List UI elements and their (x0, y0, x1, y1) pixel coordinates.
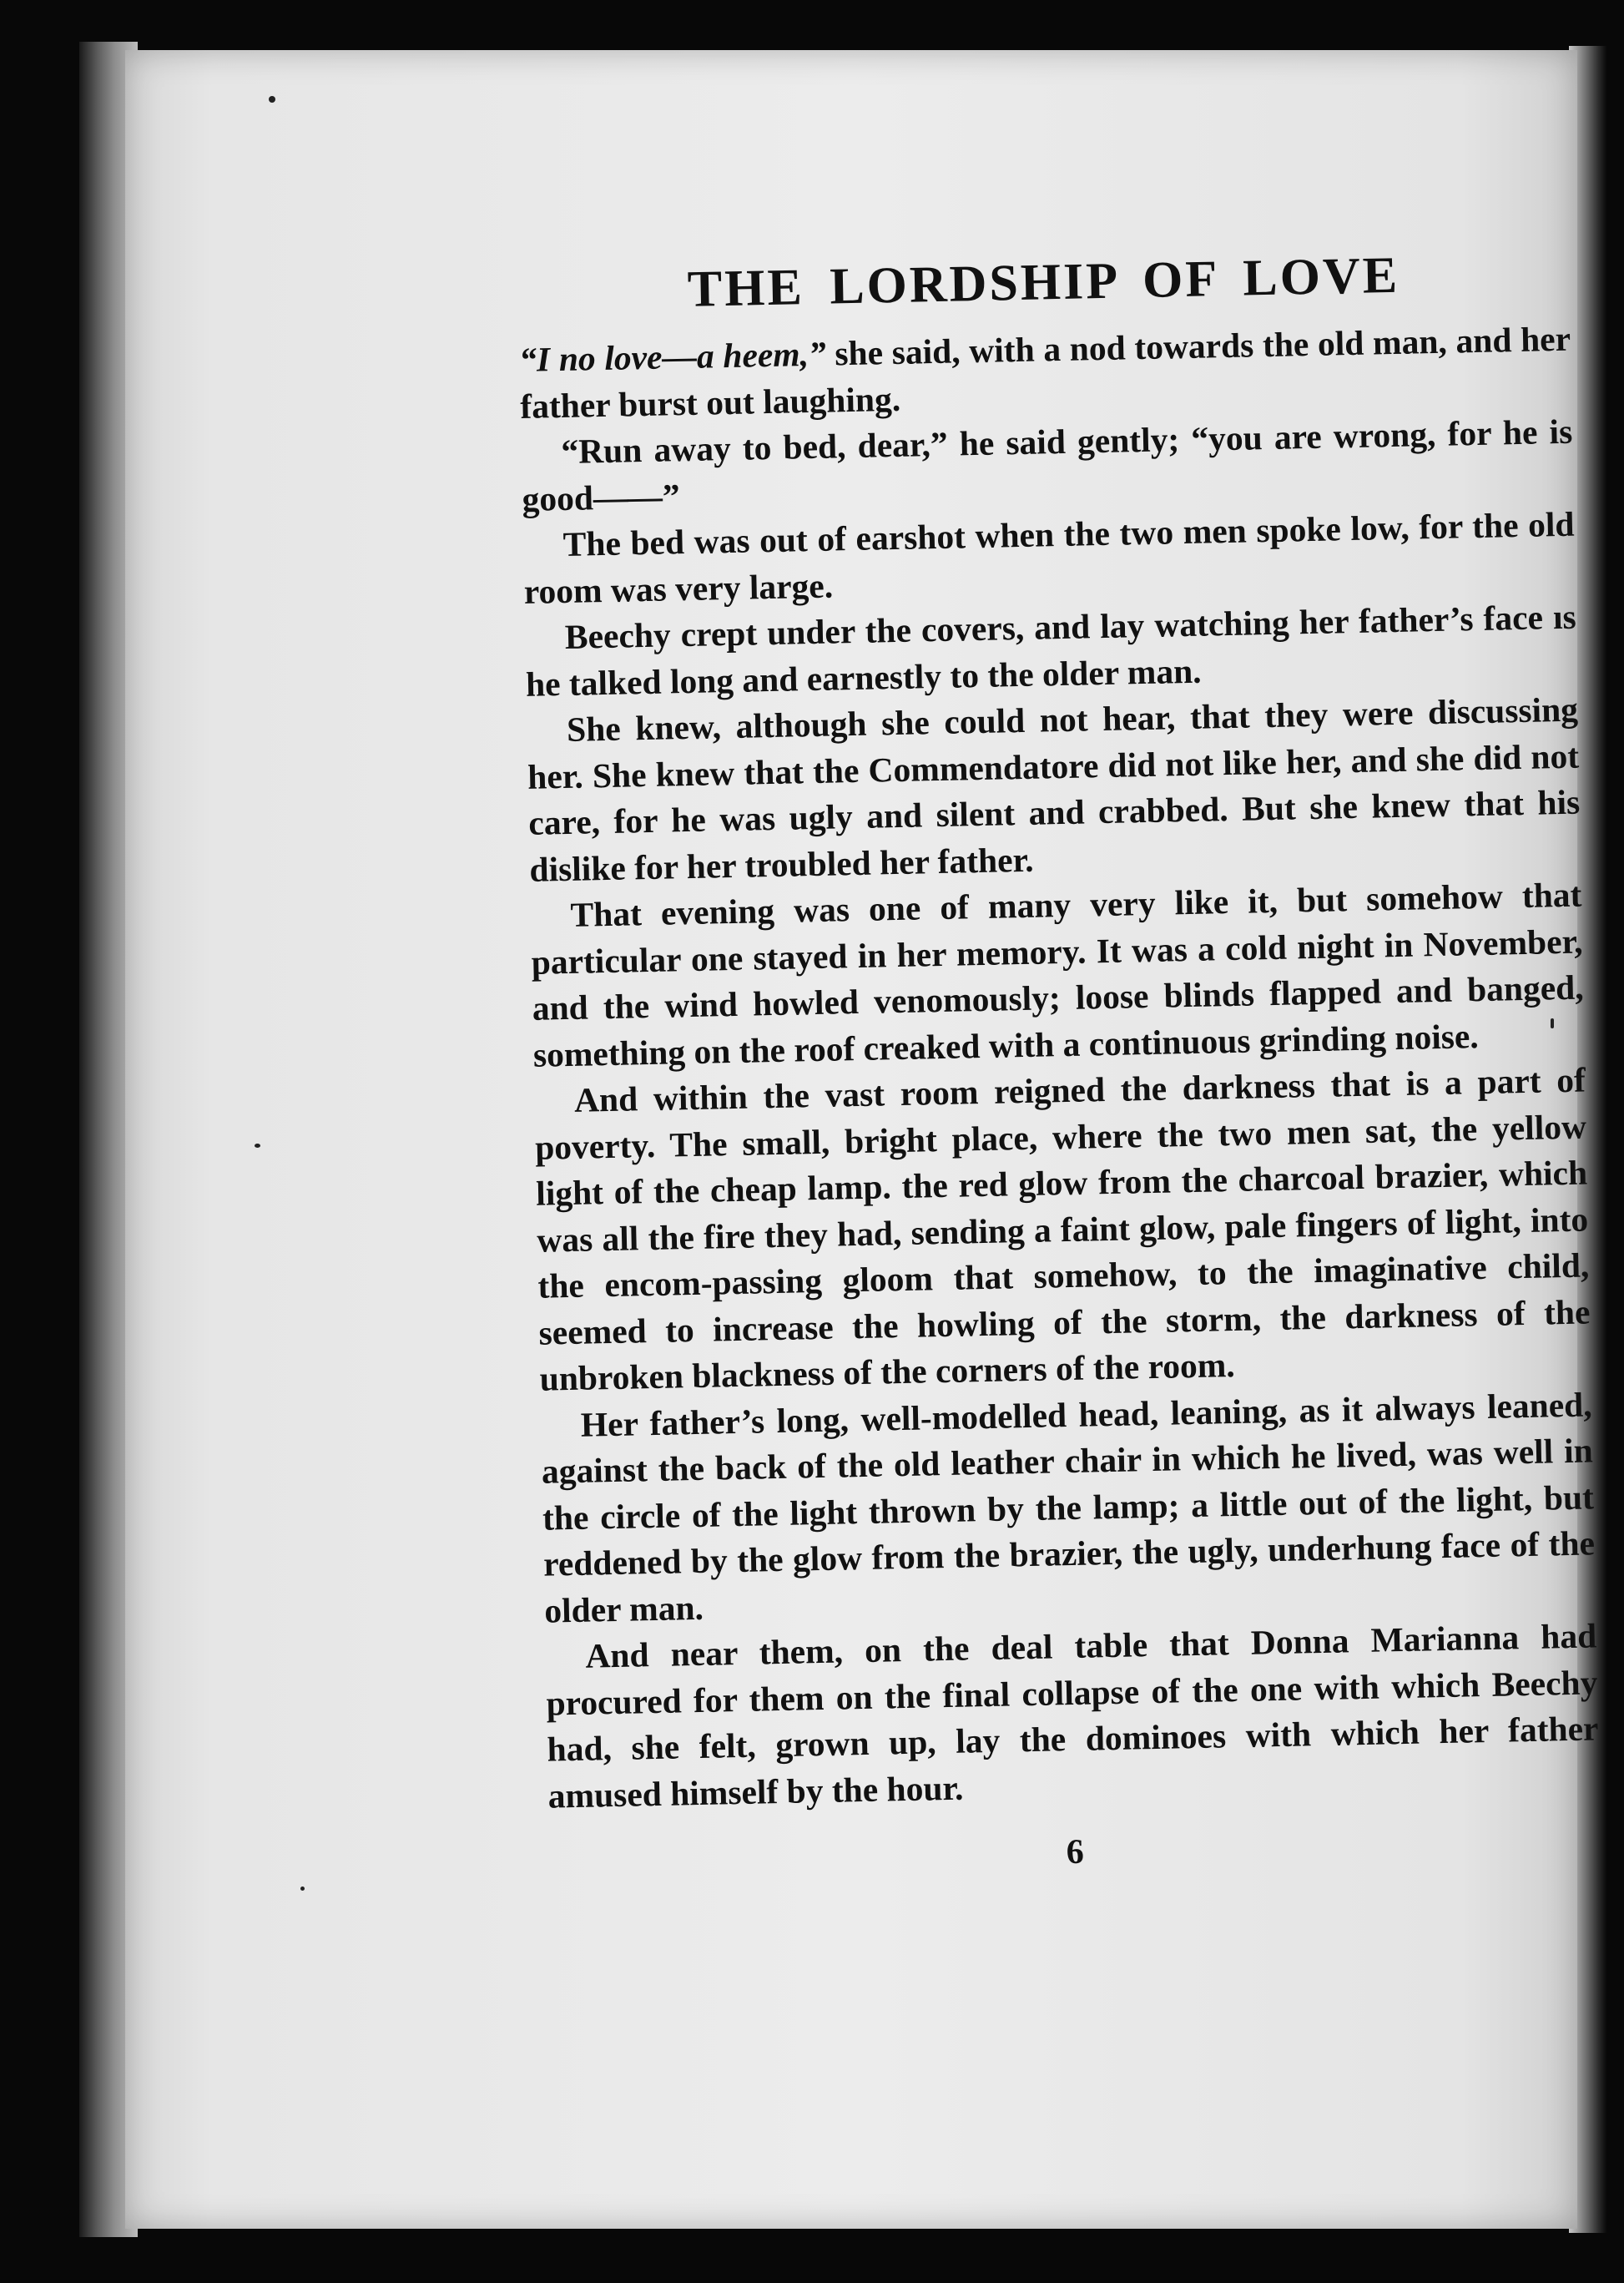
paragraph: Beechy crept under the covers, and lay watching her father’s face ıs he talked long and earnestly to the older man. (525, 597, 1577, 704)
ink-speck (300, 1887, 305, 1891)
running-head: THE LORDSHIP OF LOVE (687, 246, 1400, 318)
paragraph-text: she said, with a nod towards the old man, and her father burst out laughing. (519, 319, 1571, 426)
paragraph: That evening was one of many very like it, but somehow that particular one stayed in her memory. It was a cold night in November, and the wind howled venomously; loose blinds flapped and banged, something on the roof creaked with a continuous grinding noise. (531, 875, 1585, 1074)
book-page (125, 50, 1599, 2229)
paragraph: She knew, although she could not hear, that they were discussing her. She knew that the Commendatore did not like her, and she did not care, for he was ugly and silent and crabbed. But she knew that his dislike for her troubled her father. (527, 689, 1581, 889)
paragraph-lead-italic: “I no love—a heem,” (518, 334, 827, 379)
page-content (517, 246, 1601, 1883)
paragraph: Her father’s long, well-modelled head, leaning, as it always leaned, against the back of the old leather chair in which he lived, was well in the circle of the light thrown by the lamp; a little out of the light, but reddened by the glow from the brazier, the ugly, underhung face of the older man. (541, 1384, 1596, 1630)
paragraph: “Run away to bed, dear,” he said gently; “you are wrong, for he is good——” (522, 412, 1573, 518)
paragraph: And within the vast room reigned the darkness that is a part of poverty. The small, bright place, where the two men sat, the yellow light of the cheap lamp. the red glow from the charcoal brazier, which was all the fire they had, sending a faint glow, pale fingers of light, into the encom-passing gloom that somehow, to the imaginative child, seemed to increase the howling of the storm, the darkness of the unbroken blackness of the corners of the room. (534, 1060, 1591, 1398)
page-number: 6 (1066, 1832, 1085, 1872)
ink-speck (255, 1144, 260, 1148)
paragraph: And near them, on the deal table that Donna Marianna had procured for them on the final collapse of the one with which Beechy had, she felt, grown up, lay the dominoes with which her father amused himself by the hour. (546, 1616, 1599, 1816)
paragraph: The bed was out of earshot when the two men spoke low, for the old room was very large. (523, 504, 1575, 611)
ink-speck (269, 96, 275, 103)
